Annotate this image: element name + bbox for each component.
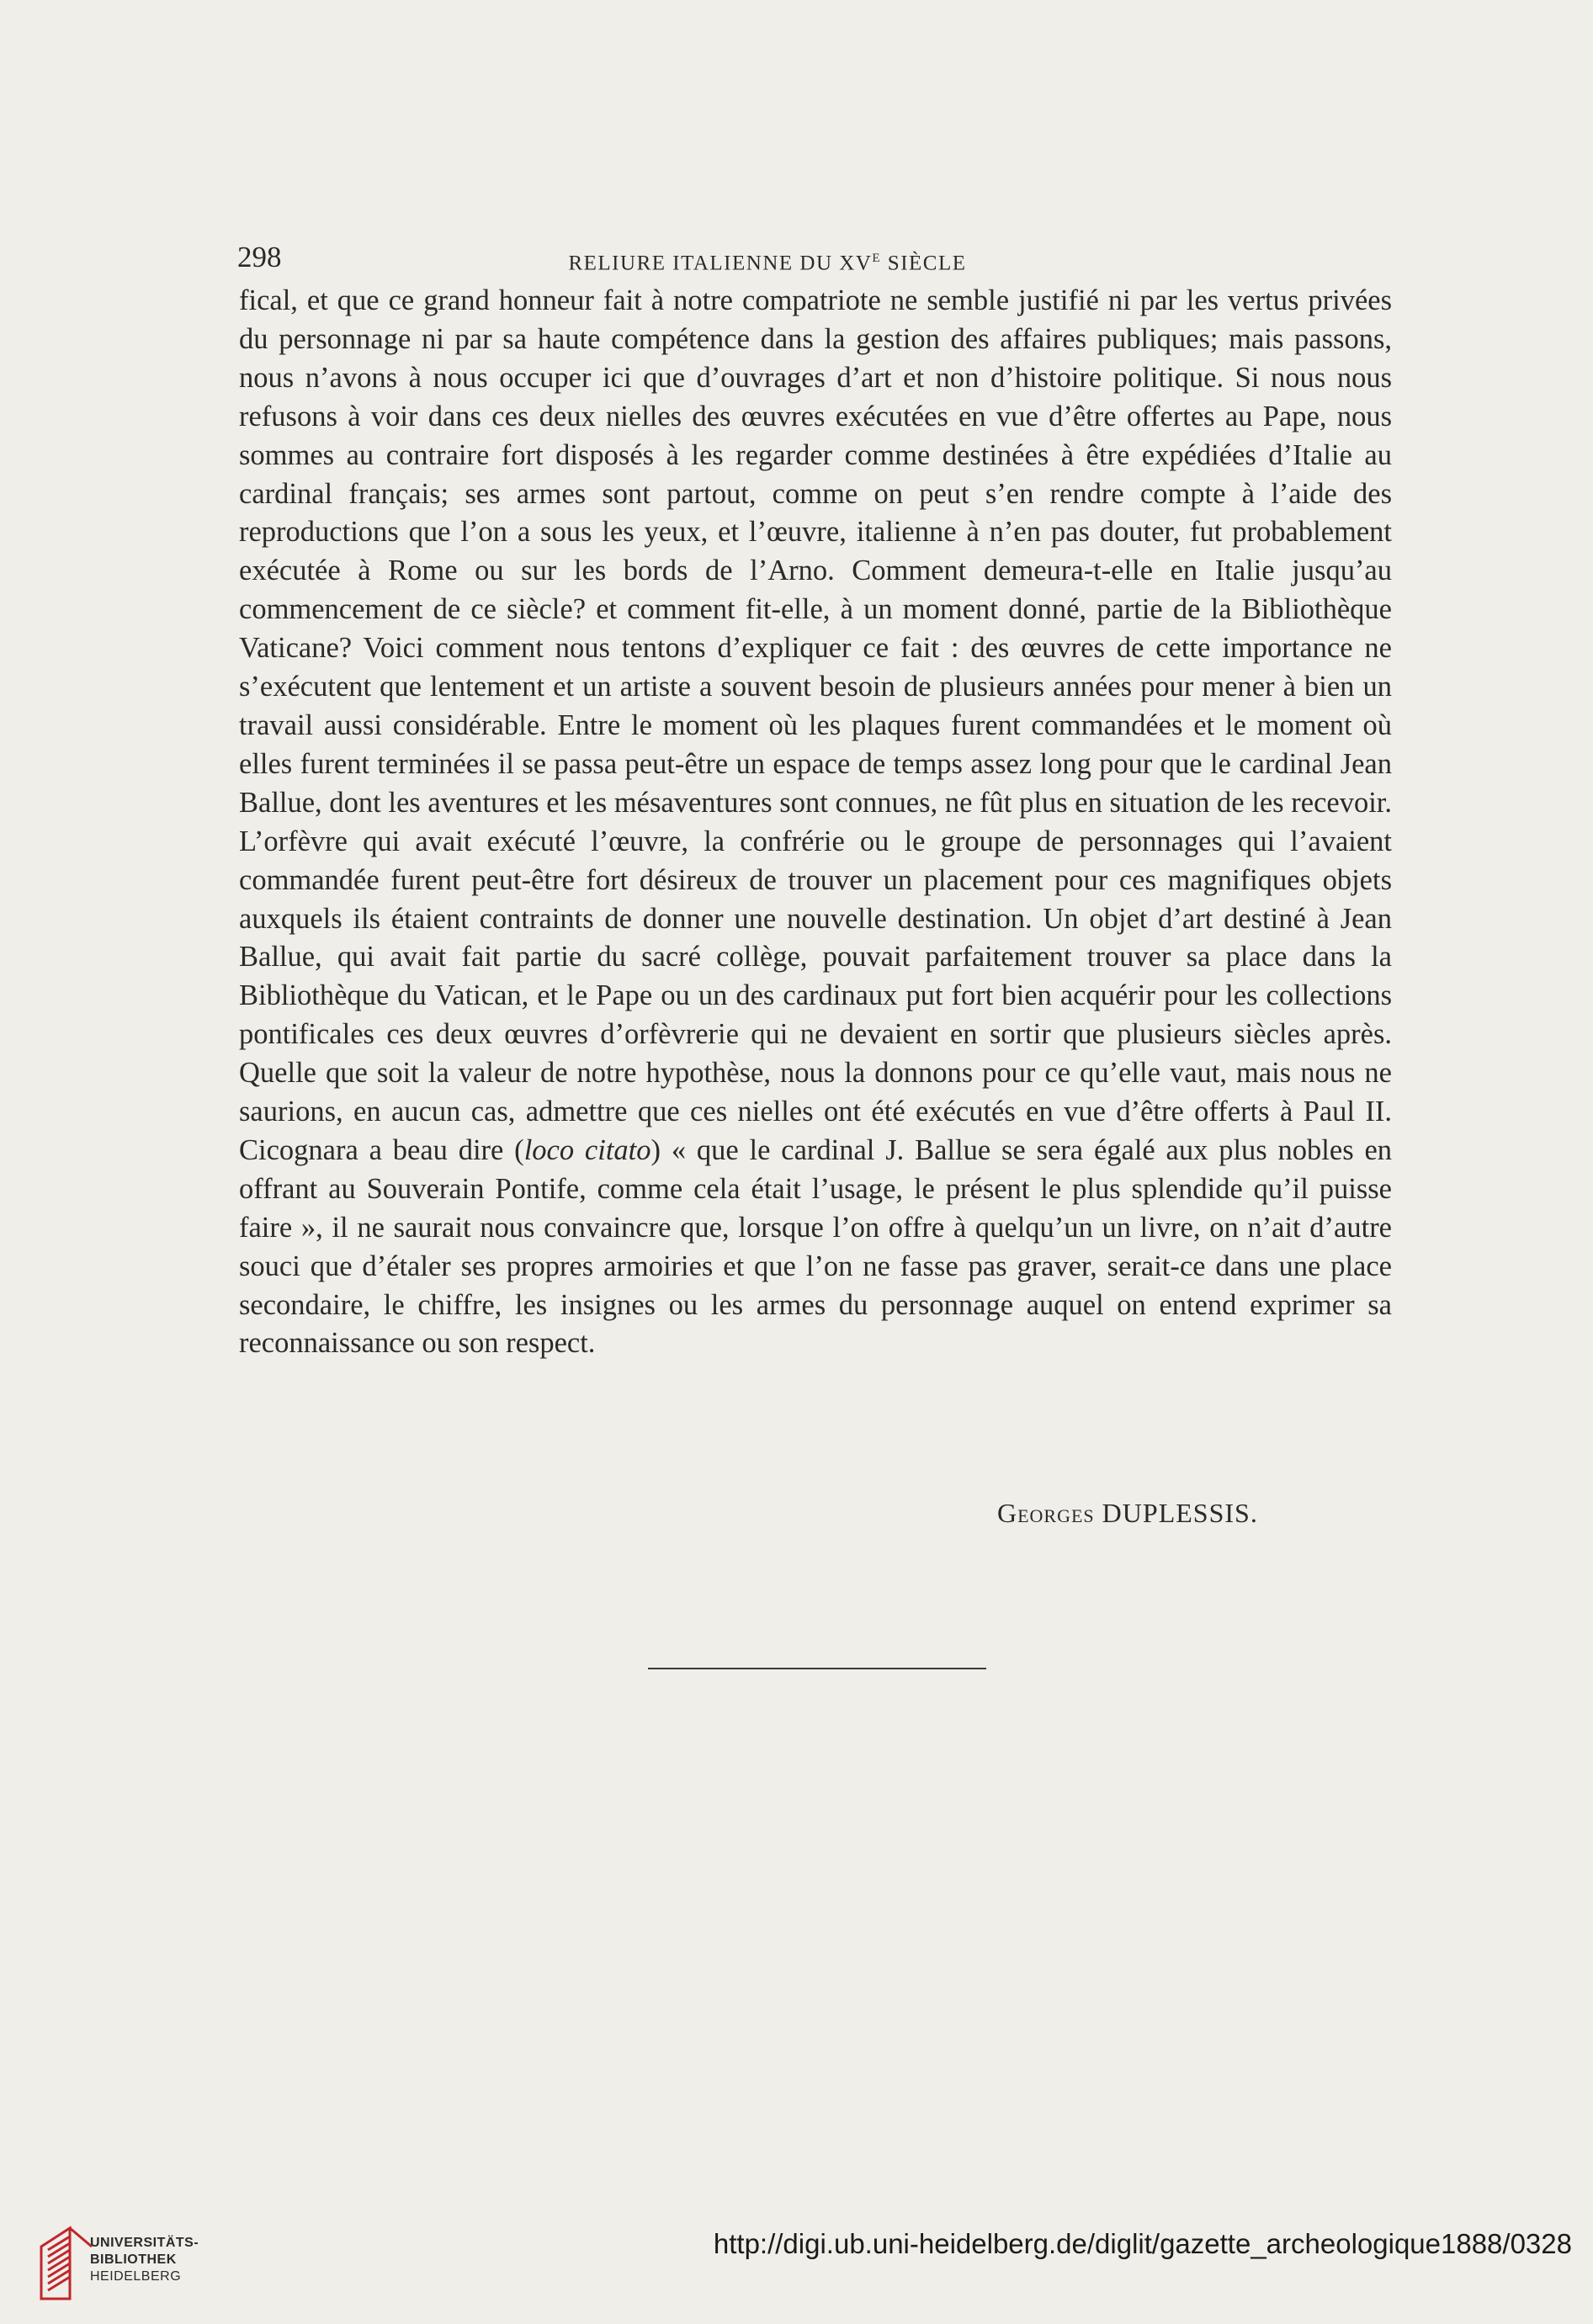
signature-first-name: Georges (997, 1498, 1095, 1528)
body-text-continuation: ) « que le cardinal J. Ballue se sera égalé aux plus nobles en offrant au Souverain Pontife, comme cela était l’usage, le présent le plus splendide qu’il puisse faire », il ne saurait nous convaincre que, lorsque l’on offre à quelqu’un un livre, on n’ait d’autre souci que d’étaler ses propres armoiries et que l’on ne fasse pas graver, serait-ce dans une place secondaire, le chiffre, les insignes ou les armes du personnage auquel on entend exprimer sa reconnaissance ou son respect. (239, 1133, 1393, 1360)
body-text-main: fical, et que ce grand honneur fait à notre compatriote ne semble justifié ni par les vertus privées du personnage ni par sa haute compétence dans la gestion des affaires publiques; mais passons, nous n’avons à nous occuper ici que d’ouvrages d’art et non d’histoire politique. Si nous nous refusons à voir dans ces deux nielles des œuvres exécutées en vue d’être offertes au Pape, nous sommes au contraire fort disposés à les regarder comme destinées à être expédiées d’Italie au cardinal français; ses armes sont partout, comme on peut s’en rendre compte à l’aide des reproductions que l’on a sous les yeux, et l’œuvre, italienne à n’en pas douter, fut probablement exécutée à Rome ou sur les bords de l’Arno. Comment demeura-t-elle en Italie jusqu’au commencement de ce siècle? et comment fit-elle, à un moment donné, partie de la Bibliothèque Vaticane? Voici comment nous tentons d’expliquer ce fait : des œuvres de cette importance ne s’exécutent que lentement et un artiste a souvent besoin de plusieurs années pour mener à bien un travail aussi considérable. Entre le moment où les plaques furent commandées et le moment où elles furent terminées il se passa peut-être un espace de temps assez long pour que le cardinal Jean Ballue, dont les aventures et les mésaventures sont connues, ne fût plus en situation de les recevoir. L’orfèvre qui avait exécuté l’œuvre, la confrérie ou le groupe de personnages qui l’avaient commandée furent peut-être fort désireux de trouver un placement pour ces magnifiques objets auxquels ils étaient contraints de donner une nouvelle destination. Un objet d’art destiné à Jean Ballue, qui avait fait partie du sacré collège, pouvait parfaitement trouver sa place dans la Bibliothèque du Vatican, et le Pape ou un des cardinaux put fort bien acquérir pour les collections pontificales ces deux œuvres d’orfèvrerie qui ne devaient en sortir que plusieurs siècles après. Quelle que soit la valeur de notre hypothèse, nous la donnons pour ce qu’elle vaut, mais nous ne saurions, en aucun cas, admettre que ces nielles ont été exécutés en vue d’être offerts à Paul II. Cicognara a beau dire ( (239, 284, 1392, 1166)
page-number: 298 (237, 241, 282, 273)
running-title-text: RELIURE ITALIENNE DU XV (568, 252, 873, 275)
library-logo-text (90, 2235, 199, 2285)
author-signature (997, 1496, 1258, 1530)
library-logo-icon (36, 2221, 97, 2302)
logo-line-3: HEIDELBERG (90, 2269, 182, 2284)
library-logo[interactable] (13, 2216, 215, 2309)
logo-line-1: UNIVERSITÄTS- (90, 2236, 199, 2250)
section-divider (648, 1668, 986, 1669)
body-paragraph (239, 282, 1392, 1363)
running-title (321, 244, 1213, 278)
source-url-link[interactable]: http://digi.ub.uni-heidelberg.de/diglit/gazette_archeologique1888/0328 (713, 2228, 1572, 2259)
running-head (237, 241, 1399, 274)
logo-line-2: BIBLIOTHEK (90, 2252, 177, 2267)
running-title-superscript: E (872, 252, 882, 265)
signature-last-name: DUPLESSIS. (1102, 1498, 1258, 1528)
body-text-italic: loco citato (523, 1133, 651, 1166)
running-title-end: SIÈCLE (881, 252, 967, 275)
